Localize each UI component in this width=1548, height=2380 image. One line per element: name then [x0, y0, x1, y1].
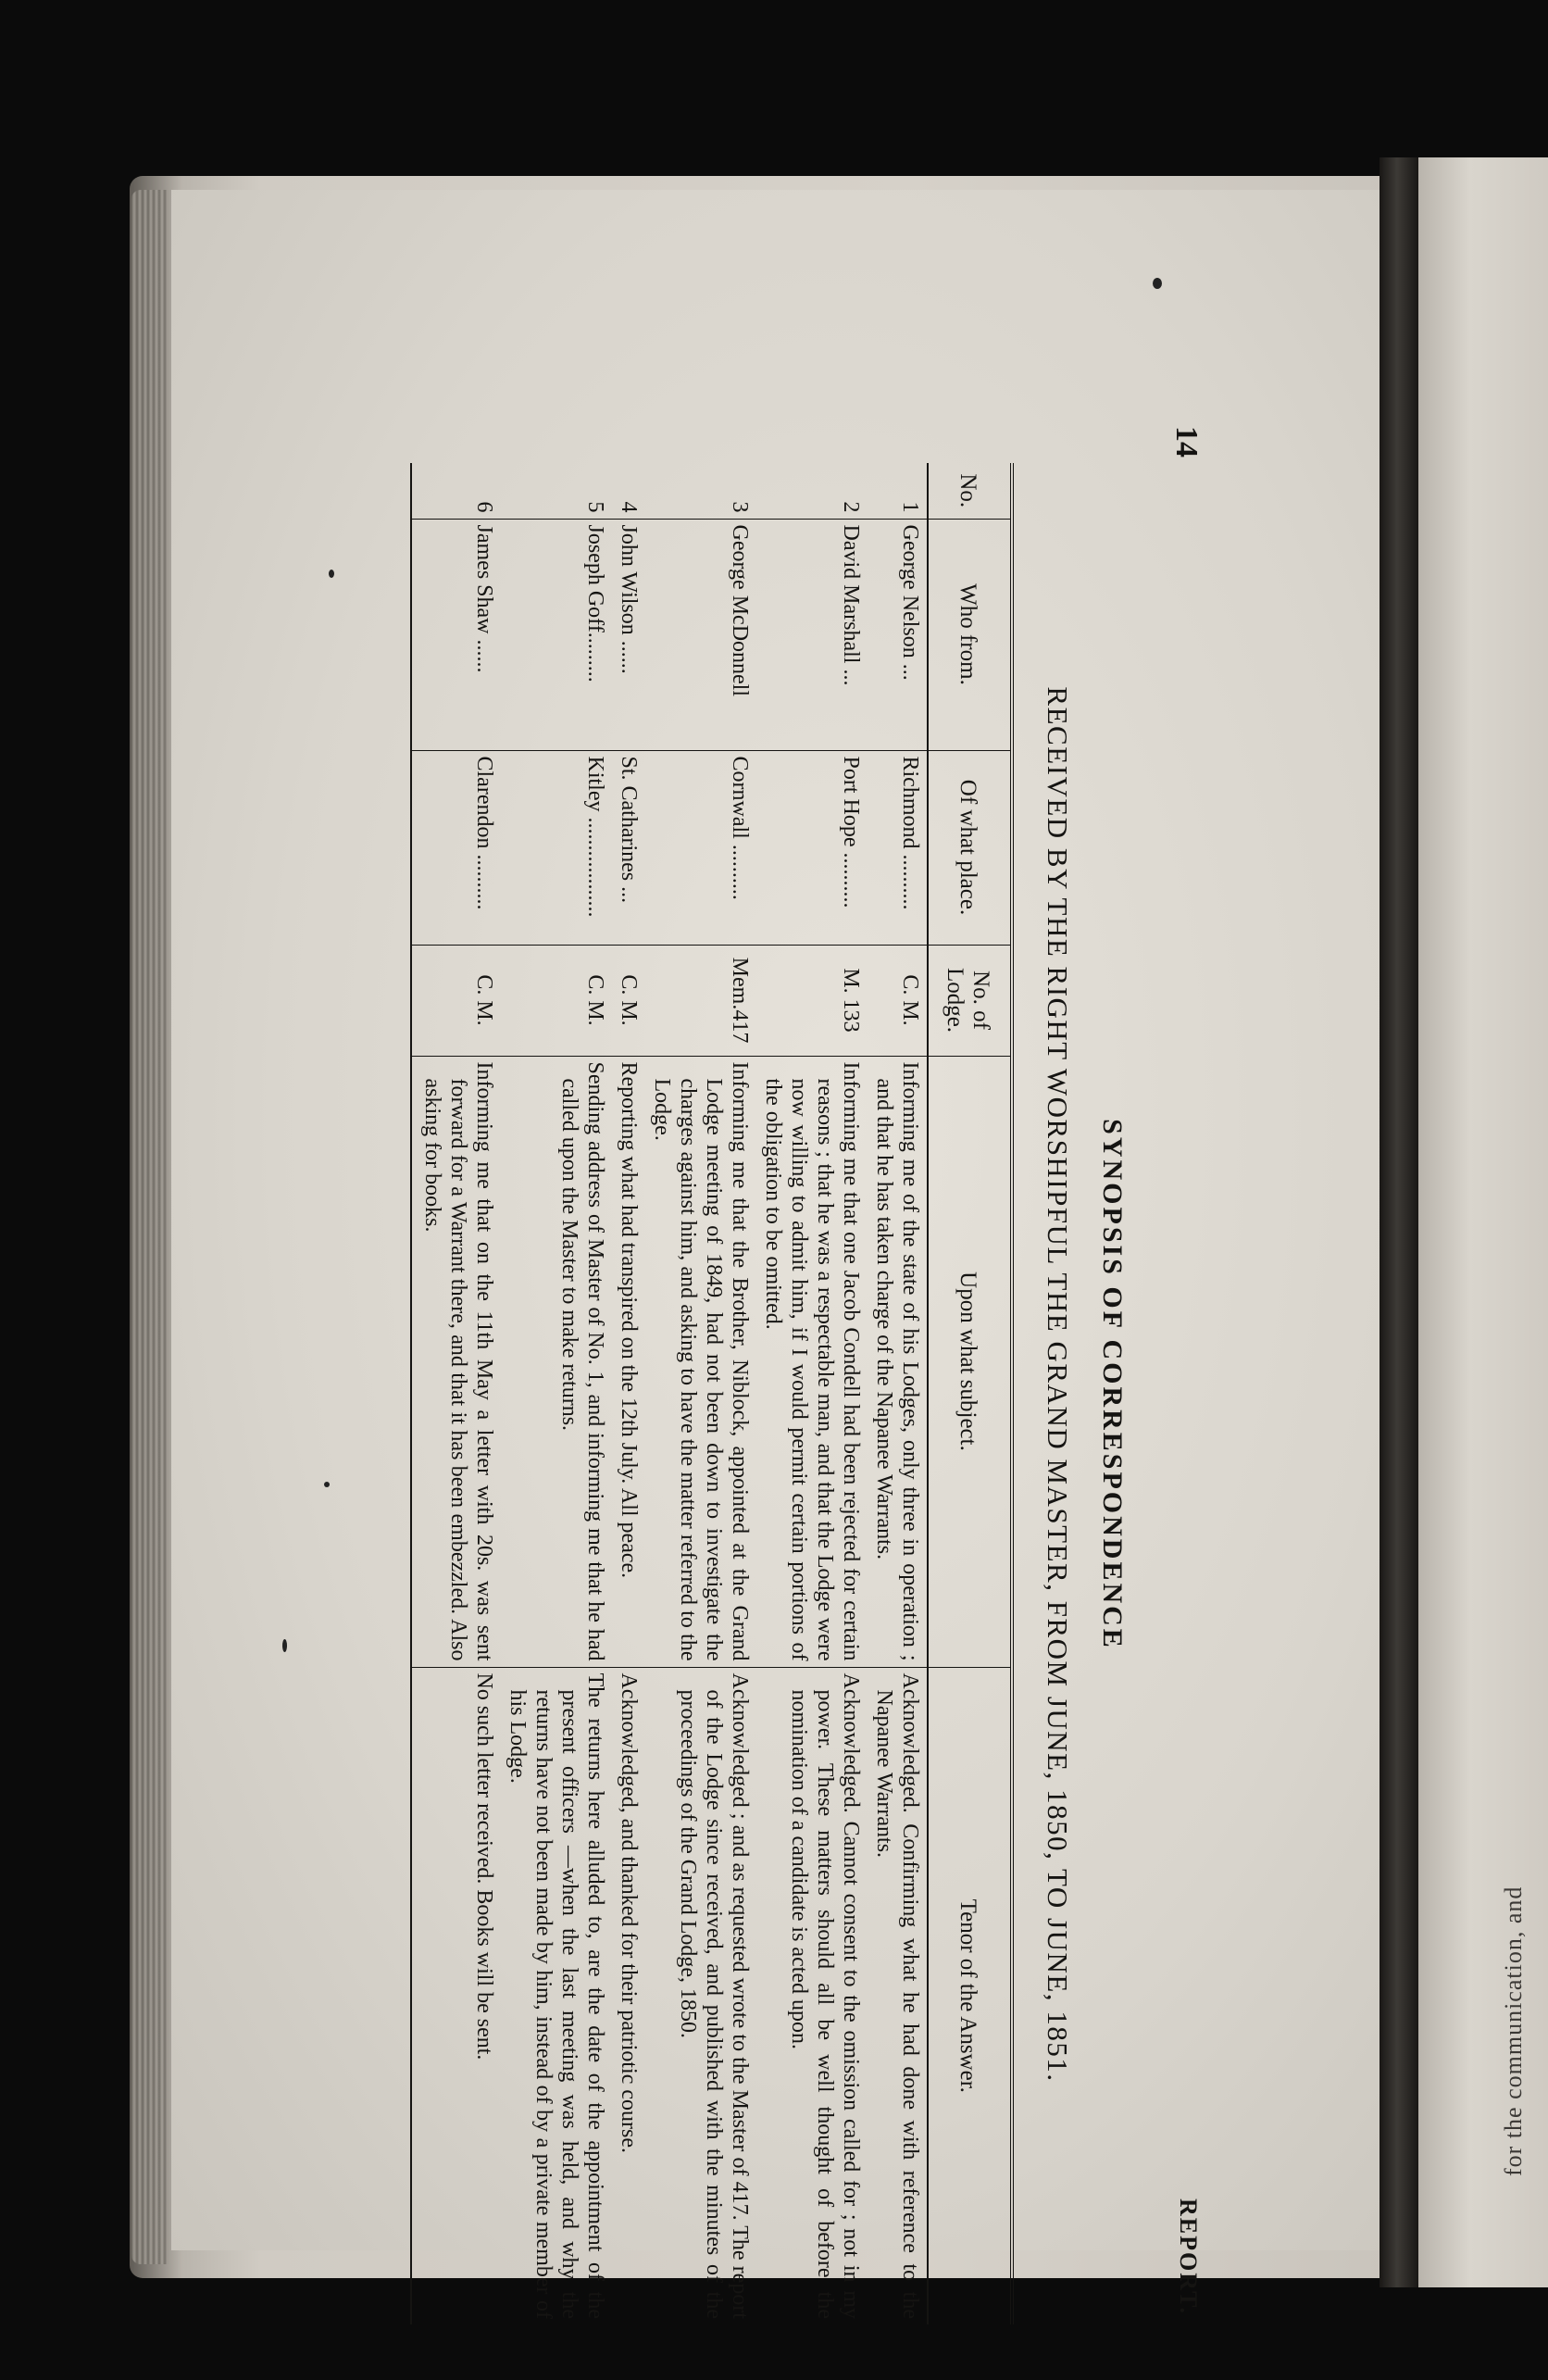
row-who-from: George Nelson ...	[868, 519, 928, 750]
row-subject	[868, 1056, 928, 1667]
printed-page	[250, 389, 1204, 2380]
row-who-from: Joseph Goff.........	[501, 519, 612, 750]
table-row	[756, 463, 868, 2324]
row-number: 3	[728, 501, 752, 513]
section-heading: SYNOPSIS OF CORRESPONDENCE	[1097, 1119, 1128, 1650]
row-answer	[411, 1667, 501, 2324]
table-row	[411, 463, 501, 2324]
header-place: Of what place.	[928, 750, 1012, 945]
row-answer	[868, 1667, 928, 2324]
row-lodge: C. M.	[501, 945, 612, 1056]
row-place: Cornwall ..........	[645, 750, 756, 945]
row-place: Kitley ..................	[501, 750, 612, 945]
table-header-row	[928, 463, 1012, 2324]
row-subject-text: Informing me of the state of his Lodges, only three in operation ; and that he has taken charge of the Napanee Warrants.	[872, 1061, 922, 1661]
row-lodge: M. 133	[756, 945, 868, 1056]
row-who-from: James Shaw ......	[411, 519, 501, 750]
row-place: Richmond ..........	[868, 750, 928, 945]
page-number: 14	[1169, 426, 1204, 457]
header-who-from: Who from.	[928, 519, 1012, 750]
row-answer	[756, 1667, 868, 2324]
facing-page-text: for the communication, and	[1500, 1885, 1527, 2176]
row-who-from: David Marshall ...	[756, 519, 868, 750]
row-number: 6	[411, 463, 501, 519]
row-answer	[501, 1667, 612, 2324]
row-number: 5	[583, 501, 607, 513]
row-number: 1	[898, 501, 922, 513]
row-number: 4	[617, 501, 641, 513]
row-subject	[645, 1056, 756, 1667]
page-header	[1157, 389, 1204, 2380]
row-answer	[645, 1667, 756, 2324]
table-row	[868, 463, 928, 2324]
row-who-from: George McDonnell	[645, 519, 756, 750]
row-subject-text: Informing me that one Jacob Condell had been rejected for certain reasons ; that he was a respectable man, and that the Lodge were now willing to admit him, if I would permit certain portions of the obligation to be omitted.	[761, 1061, 863, 1661]
row-subject-text: Reporting what had transpired on the 12th July. All peace.	[617, 1061, 641, 1579]
row-answer-text: The returns here alluded to, are the date of the appointment of the present officers —when the last meeting was held, and why the returns have not been made by him, instead of by a private member of his Lodge.	[506, 1672, 607, 2319]
scan-speck	[1153, 278, 1162, 289]
table-row	[612, 463, 645, 2324]
row-lodge: Mem.417	[645, 945, 756, 1056]
header-lodge: No. of Lodge.	[928, 945, 1012, 1056]
row-place: Port Hope ..........	[756, 750, 868, 945]
row-answer	[612, 1667, 645, 2324]
table-row	[501, 463, 612, 2324]
book-gutter	[1379, 157, 1418, 2287]
row-subject	[756, 1056, 868, 1667]
row-subject	[612, 1056, 645, 1667]
header-answer: Tenor of the Answer.	[928, 1667, 1012, 2324]
row-answer-text: Acknowledged. Cannot consent to the omission called for ; not in my power. These matters should all be well thought of before the nomination of a candidate is acted upon.	[787, 1672, 863, 2319]
row-number: 2	[839, 501, 863, 513]
row-place: St. Catharines ...	[612, 750, 645, 945]
table-row	[645, 463, 756, 2324]
row-subject-text: Informing me that on the 11th May a letter with 20s. was sent forward for a Warrant there, and that it has been embezzled. Also asking for books.	[420, 1061, 496, 1661]
row-answer-text: Acknowledged, and thanked for their patriotic course.	[617, 1672, 641, 2153]
row-lodge: C. M.	[868, 945, 928, 1056]
row-subject	[501, 1056, 612, 1667]
section-subheading: RECEIVED BY THE RIGHT WORSHIPFUL THE GRAND MASTER, FROM JUNE, 1850, TO JUNE, 1851.	[1042, 686, 1074, 2083]
row-lodge: C. M.	[411, 945, 501, 1056]
row-lodge: C. M.	[612, 945, 645, 1056]
row-answer-text: No such letter received. Books will be sent.	[472, 1672, 496, 2061]
correspondence-table	[410, 463, 1014, 2324]
row-subject-text: Informing me that the Brother, Niblock, appointed at the Grand Lodge meeting of 1849, had not been down to investigate the charges against him, and asking to have the matter referred to the Lodge.	[650, 1061, 752, 1661]
row-subject	[411, 1056, 501, 1667]
row-who-from: John Wilson ......	[612, 519, 645, 750]
row-subject-text: Sending address of Master of No. 1, and informing me that he had called upon the Master to make returns.	[557, 1061, 607, 1661]
row-answer-text: Acknowledged ; and as requested wrote to the Master of 417. The report of the Lodge since received, and published with the minutes of the proceedings of the Grand Lodge, 1850.	[676, 1672, 752, 2319]
row-answer-text: Acknowledged. Confirming what he had done with reference to the Napanee Warrants.	[872, 1672, 922, 2319]
header-no: No.	[928, 463, 1012, 519]
page-edges	[131, 190, 169, 2264]
header-subject: Upon what subject.	[928, 1056, 1012, 1667]
row-place: Clarendon ..........	[411, 750, 501, 945]
running-head: REPORT.	[1175, 2198, 1202, 2315]
